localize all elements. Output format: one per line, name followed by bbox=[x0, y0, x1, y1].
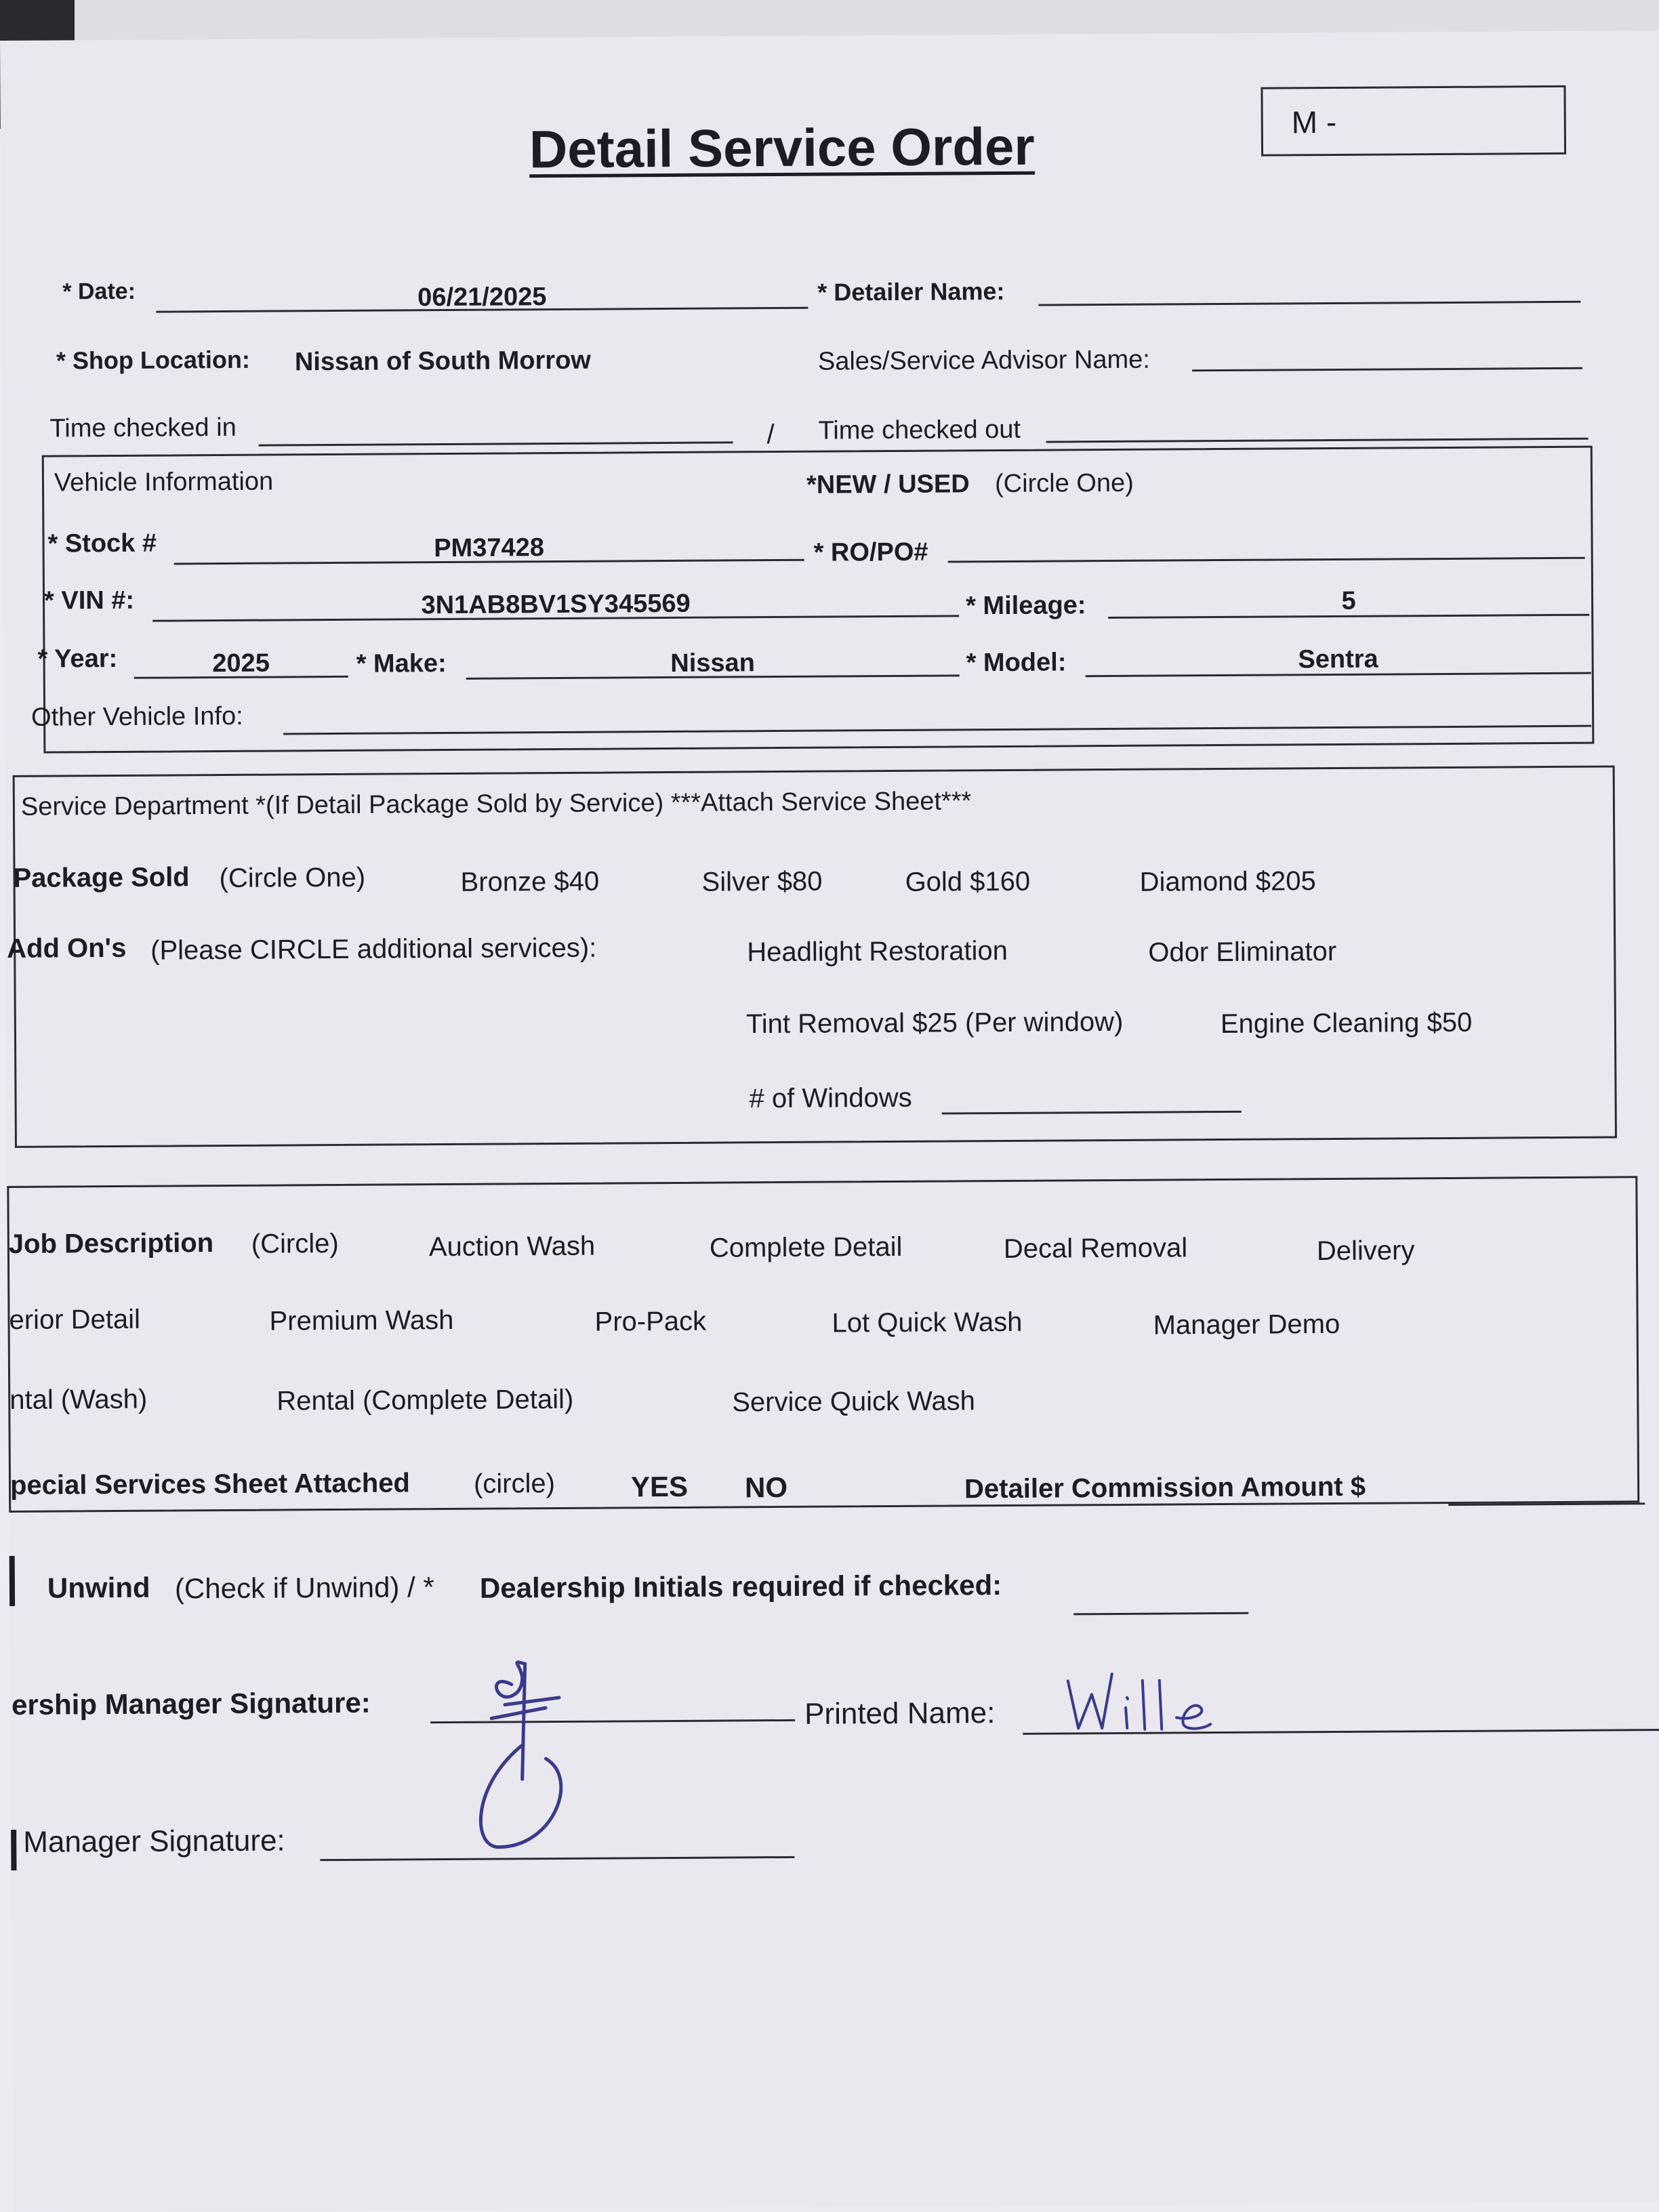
addon-engine-cleaning: Engine Cleaning $50 bbox=[1220, 1007, 1473, 1040]
new-used-label: *NEW / USED bbox=[806, 470, 970, 499]
detailer-name-label: * Detailer Name: bbox=[817, 276, 1005, 306]
year-label: * Year: bbox=[37, 644, 118, 674]
vin-label: * VIN #: bbox=[43, 586, 135, 615]
printed-name-label: Printed Name: bbox=[804, 1696, 996, 1731]
addon-odor-eliminator: Odor Eliminator bbox=[1148, 936, 1337, 968]
package-bronze: Bronze $40 bbox=[460, 866, 600, 897]
manager-signature-label: ership Manager Signature: bbox=[11, 1686, 371, 1721]
order-number-prefix: M - bbox=[1291, 104, 1337, 140]
detailer-name-line bbox=[1038, 301, 1580, 306]
job-service-quick-wash: Service Quick Wash bbox=[732, 1386, 976, 1418]
job-complete-detail: Complete Detail bbox=[709, 1231, 903, 1263]
special-services-label: pecial Services Sheet Attached bbox=[9, 1468, 411, 1500]
form-title: Detail Service Order bbox=[529, 116, 1035, 180]
dealership-initials-label: Dealership Initials required if checked: bbox=[479, 1569, 1002, 1604]
year-value: 2025 bbox=[212, 649, 270, 678]
job-rental-wash: ntal (Wash) bbox=[9, 1384, 148, 1415]
dealership-initials-line bbox=[1073, 1612, 1248, 1616]
new-used-hint: (Circle One) bbox=[994, 468, 1134, 499]
other-vehicle-info-label: Other Vehicle Info: bbox=[30, 701, 243, 732]
shop-location-value: Nissan of South Morrow bbox=[294, 346, 592, 377]
model-value: Sentra bbox=[1298, 644, 1378, 674]
date-value: 06/21/2025 bbox=[417, 283, 547, 312]
stock-label: * Stock # bbox=[47, 529, 157, 558]
time-out-label: Time checked out bbox=[818, 415, 1021, 445]
manager-checkbox-edge bbox=[11, 1830, 16, 1870]
unwind-label: Unwind bbox=[47, 1571, 150, 1604]
manager-signature-2-label: Manager Signature: bbox=[23, 1824, 285, 1859]
job-delivery: Delivery bbox=[1316, 1235, 1415, 1267]
service-department-label: Service Department *(If Detail Package Sold by Service) ***Attach Service Sheet*** bbox=[20, 787, 972, 821]
time-in-line bbox=[259, 441, 733, 446]
add-ons-label: Add On's bbox=[7, 933, 127, 964]
manager-signature-scribble bbox=[443, 1643, 607, 1888]
time-in-label: Time checked in bbox=[49, 413, 237, 443]
commission-label: Detailer Commission Amount $ bbox=[964, 1471, 1366, 1504]
vehicle-info-label: Vehicle Information bbox=[54, 467, 274, 497]
addon-tint-removal: Tint Removal $25 (Per window) bbox=[745, 1006, 1124, 1040]
shop-location-label: * Shop Location: bbox=[56, 345, 250, 375]
job-decal-removal: Decal Removal bbox=[1003, 1233, 1188, 1264]
special-services-yes: YES bbox=[630, 1470, 689, 1503]
printed-name-handwriting bbox=[1065, 1666, 1242, 1736]
time-separator: / bbox=[766, 419, 775, 450]
job-premium-wash: Premium Wash bbox=[269, 1305, 454, 1336]
job-lot-quick-wash: Lot Quick Wash bbox=[832, 1307, 1023, 1338]
job-description-section bbox=[7, 1176, 1639, 1513]
model-label: * Model: bbox=[966, 648, 1067, 678]
job-rental-complete-detail: Rental (Complete Detail) bbox=[276, 1384, 574, 1416]
windows-count-label: # of Windows bbox=[749, 1082, 912, 1114]
addon-headlight-restoration: Headlight Restoration bbox=[747, 935, 1008, 968]
job-interior-detail: erior Detail bbox=[9, 1304, 141, 1335]
time-out-line bbox=[1046, 438, 1589, 443]
package-silver: Silver $80 bbox=[701, 866, 823, 897]
job-manager-demo: Manager Demo bbox=[1153, 1309, 1340, 1340]
service-order-form bbox=[0, 30, 1659, 2212]
make-label: * Make: bbox=[356, 649, 447, 678]
job-description-hint: (Circle) bbox=[251, 1228, 339, 1259]
ro-po-label: * RO/PO# bbox=[813, 537, 928, 567]
mileage-label: * Mileage: bbox=[965, 591, 1086, 621]
add-ons-hint: (Please CIRCLE additional services): bbox=[150, 933, 597, 966]
advisor-name-label: Sales/Service Advisor Name: bbox=[817, 345, 1151, 376]
package-diamond: Diamond $205 bbox=[1139, 866, 1316, 897]
unwind-hint: (Check if Unwind) / * bbox=[174, 1571, 434, 1605]
unwind-checkbox-edge bbox=[9, 1556, 15, 1606]
make-value: Nissan bbox=[670, 649, 756, 678]
package-sold-hint: (Circle One) bbox=[219, 862, 366, 894]
job-pro-pack: Pro-Pack bbox=[594, 1306, 707, 1337]
special-services-hint: (circle) bbox=[473, 1469, 556, 1499]
date-label: * Date: bbox=[62, 278, 136, 305]
package-gold: Gold $160 bbox=[905, 866, 1031, 897]
stock-value: PM37428 bbox=[434, 533, 545, 563]
vin-value: 3N1AB8BV1SY345569 bbox=[421, 589, 691, 620]
commission-line bbox=[1448, 1502, 1645, 1506]
advisor-name-line bbox=[1192, 367, 1582, 372]
printed-name-handwritten bbox=[1065, 1666, 1242, 1739]
mileage-value: 5 bbox=[1341, 586, 1356, 615]
special-services-no: NO bbox=[744, 1471, 788, 1504]
order-number-box bbox=[1261, 85, 1566, 157]
job-auction-wash: Auction Wash bbox=[428, 1231, 596, 1263]
job-description-label: Job Description bbox=[8, 1228, 214, 1259]
package-sold-label: Package Sold bbox=[13, 862, 190, 893]
